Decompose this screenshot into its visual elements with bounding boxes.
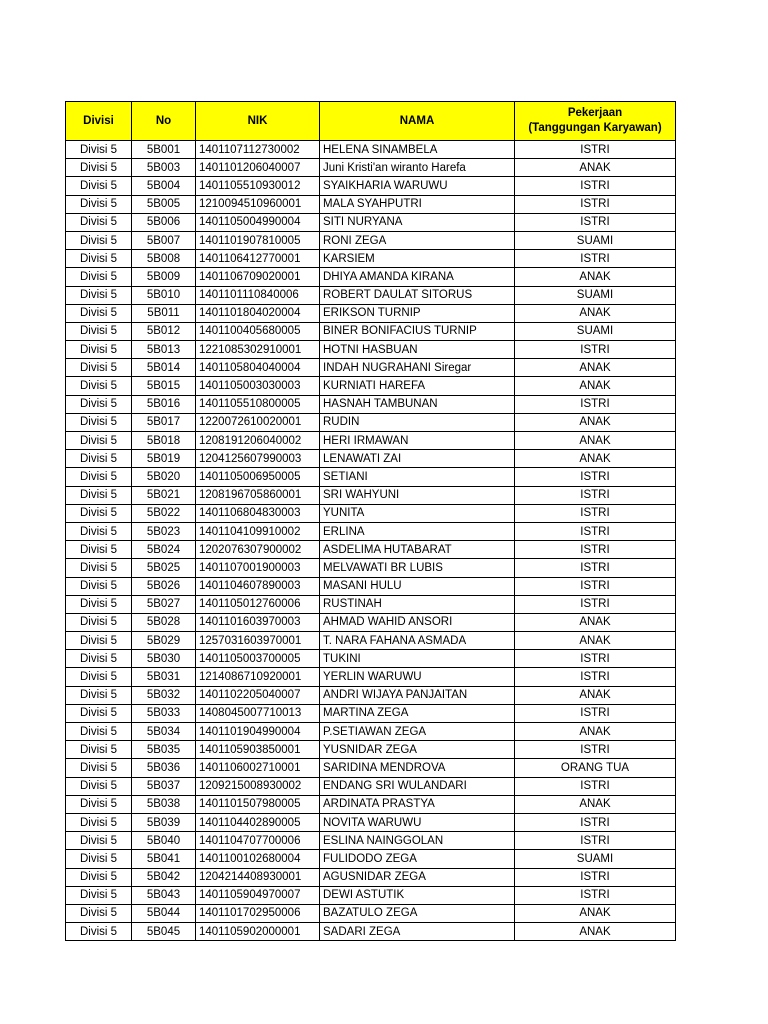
cell-divisi: Divisi 5 [66,559,132,577]
table-row [66,359,676,377]
cell-divisi: Divisi 5 [66,141,132,159]
cell-nama: DEWI ASTUTIK [320,886,515,904]
cell-divisi: Divisi 5 [66,468,132,486]
cell-pekerjaan: SUAMI [515,322,676,340]
cell-nik: 1401107001900003 [196,559,320,577]
table-row [66,522,676,540]
cell-pekerjaan: ANAK [515,413,676,431]
table-row [66,377,676,395]
cell-divisi: Divisi 5 [66,195,132,213]
cell-pekerjaan: ISTRI [515,886,676,904]
table-row [66,395,676,413]
table-row [66,868,676,886]
cell-nik: 1208191206040002 [196,432,320,450]
table-row [66,250,676,268]
cell-divisi: Divisi 5 [66,741,132,759]
cell-divisi: Divisi 5 [66,177,132,195]
cell-no: 5B012 [132,322,196,340]
cell-nama: SADARI ZEGA [320,923,515,941]
cell-nama: MALA SYAHPUTRI [320,195,515,213]
cell-nama: MASANI HULU [320,577,515,595]
table-row [66,159,676,177]
cell-nama: KURNIATI HAREFA [320,377,515,395]
cell-nik: 1221085302910001 [196,341,320,359]
cell-pekerjaan: ISTRI [515,559,676,577]
cell-nik: 1401106002710001 [196,759,320,777]
cell-nik: 1401101904990004 [196,723,320,741]
cell-nama: SITI NURYANA [320,213,515,231]
cell-divisi: Divisi 5 [66,286,132,304]
cell-pekerjaan: ANAK [515,359,676,377]
cell-no: 5B014 [132,359,196,377]
cell-nama: KARSIEM [320,250,515,268]
cell-pekerjaan: ISTRI [515,141,676,159]
cell-pekerjaan: ISTRI [515,195,676,213]
cell-nik: 1204125607990003 [196,450,320,468]
cell-divisi: Divisi 5 [66,595,132,613]
cell-no: 5B005 [132,195,196,213]
cell-nik: 1401102205040007 [196,686,320,704]
cell-pekerjaan: ANAK [515,304,676,322]
cell-nama: HOTNI HASBUAN [320,341,515,359]
cell-nik: 1401106412770001 [196,250,320,268]
cell-divisi: Divisi 5 [66,832,132,850]
cell-nama: SARIDINA MENDROVA [320,759,515,777]
cell-no: 5B039 [132,813,196,831]
table-row [66,613,676,631]
cell-divisi: Divisi 5 [66,522,132,540]
table-row [66,322,676,340]
cell-pekerjaan: ANAK [515,432,676,450]
cell-divisi: Divisi 5 [66,923,132,941]
cell-divisi: Divisi 5 [66,686,132,704]
cell-no: 5B038 [132,795,196,813]
table-row [66,795,676,813]
cell-pekerjaan: ORANG TUA [515,759,676,777]
cell-nama: SRI WAHYUNI [320,486,515,504]
cell-pekerjaan: ANAK [515,450,676,468]
header-pekerjaan-line1: Pekerjaan [567,107,623,119]
cell-nik: 1401104707700006 [196,832,320,850]
header-divisi: Divisi [66,102,132,141]
table-row [66,213,676,231]
cell-no: 5B037 [132,777,196,795]
table-row [66,904,676,922]
table-row [66,650,676,668]
table-row [66,231,676,249]
cell-no: 5B027 [132,595,196,613]
employee-dependents-table [65,101,676,941]
cell-no: 5B040 [132,832,196,850]
cell-pekerjaan: ISTRI [515,741,676,759]
cell-no: 5B013 [132,341,196,359]
cell-nik: 1401101206040007 [196,159,320,177]
cell-pekerjaan: ISTRI [515,341,676,359]
cell-divisi: Divisi 5 [66,704,132,722]
cell-no: 5B029 [132,632,196,650]
cell-no: 5B030 [132,650,196,668]
cell-divisi: Divisi 5 [66,541,132,559]
cell-nik: 1210094510960001 [196,195,320,213]
cell-pekerjaan: ISTRI [515,668,676,686]
cell-divisi: Divisi 5 [66,577,132,595]
cell-pekerjaan: ISTRI [515,595,676,613]
table-row [66,432,676,450]
cell-nama: YERLIN WARUWU [320,668,515,686]
table-header [66,102,676,141]
cell-divisi: Divisi 5 [66,450,132,468]
cell-pekerjaan: ISTRI [515,250,676,268]
cell-nama: SETIANI [320,468,515,486]
cell-nik: 1401105903850001 [196,741,320,759]
table-row [66,341,676,359]
cell-nik: 1209215008930002 [196,777,320,795]
table-row [66,304,676,322]
cell-no: 5B019 [132,450,196,468]
cell-nik: 1202076307900002 [196,541,320,559]
cell-divisi: Divisi 5 [66,231,132,249]
cell-divisi: Divisi 5 [66,795,132,813]
table-row [66,923,676,941]
cell-pekerjaan: ISTRI [515,577,676,595]
cell-divisi: Divisi 5 [66,668,132,686]
header-row [66,102,676,141]
header-nama: NAMA [320,102,515,141]
cell-divisi: Divisi 5 [66,304,132,322]
table-row [66,886,676,904]
cell-divisi: Divisi 5 [66,777,132,795]
table-row [66,741,676,759]
cell-no: 5B006 [132,213,196,231]
table-row [66,559,676,577]
table-row [66,195,676,213]
table-row [66,704,676,722]
cell-nama: RONI ZEGA [320,231,515,249]
cell-no: 5B041 [132,850,196,868]
cell-nik: 1401101110840006 [196,286,320,304]
cell-pekerjaan: ANAK [515,723,676,741]
cell-nama: ARDINATA PRASTYA [320,795,515,813]
cell-nik: 1401101603970003 [196,613,320,631]
cell-no: 5B025 [132,559,196,577]
cell-divisi: Divisi 5 [66,632,132,650]
cell-no: 5B036 [132,759,196,777]
cell-pekerjaan: ISTRI [515,650,676,668]
cell-nik: 1401105904970007 [196,886,320,904]
cell-pekerjaan: ISTRI [515,813,676,831]
cell-divisi: Divisi 5 [66,250,132,268]
cell-no: 5B020 [132,468,196,486]
header-pekerjaan [515,102,676,141]
cell-no: 5B024 [132,541,196,559]
cell-pekerjaan: ISTRI [515,395,676,413]
cell-no: 5B035 [132,741,196,759]
cell-pekerjaan: ISTRI [515,213,676,231]
cell-nama: RUSTINAH [320,595,515,613]
cell-pekerjaan: ISTRI [515,504,676,522]
cell-divisi: Divisi 5 [66,759,132,777]
cell-pekerjaan: ANAK [515,268,676,286]
cell-nama: AGUSNIDAR ZEGA [320,868,515,886]
table-row [66,268,676,286]
table-row [66,177,676,195]
cell-no: 5B042 [132,868,196,886]
cell-nama: ASDELIMA HUTABARAT [320,541,515,559]
cell-nik: 1401101804020004 [196,304,320,322]
cell-pekerjaan: ISTRI [515,777,676,795]
cell-nama: FULIDODO ZEGA [320,850,515,868]
cell-nik: 1408045007710013 [196,704,320,722]
cell-no: 5B045 [132,923,196,941]
cell-nik: 1401106709020001 [196,268,320,286]
cell-nama: RUDIN [320,413,515,431]
cell-divisi: Divisi 5 [66,395,132,413]
cell-divisi: Divisi 5 [66,904,132,922]
cell-pekerjaan: ISTRI [515,468,676,486]
cell-pekerjaan: SUAMI [515,231,676,249]
cell-nama: HELENA SINAMBELA [320,141,515,159]
cell-nama: ERLINA [320,522,515,540]
cell-divisi: Divisi 5 [66,850,132,868]
cell-divisi: Divisi 5 [66,322,132,340]
cell-nama: T. NARA FAHANA ASMADA [320,632,515,650]
cell-nik: 1401105003030003 [196,377,320,395]
cell-nik: 1401101702950006 [196,904,320,922]
cell-no: 5B034 [132,723,196,741]
cell-nama: MARTINA ZEGA [320,704,515,722]
cell-nik: 1401105012760006 [196,595,320,613]
cell-nama: MELVAWATI BR LUBIS [320,559,515,577]
cell-divisi: Divisi 5 [66,413,132,431]
cell-pekerjaan: ISTRI [515,522,676,540]
cell-nama: BAZATULO ZEGA [320,904,515,922]
cell-divisi: Divisi 5 [66,159,132,177]
cell-no: 5B026 [132,577,196,595]
cell-pekerjaan: ANAK [515,795,676,813]
cell-divisi: Divisi 5 [66,613,132,631]
cell-no: 5B022 [132,504,196,522]
cell-no: 5B028 [132,613,196,631]
cell-no: 5B031 [132,668,196,686]
cell-nik: 1220072610020001 [196,413,320,431]
cell-nama: Juni Kristi'an wiranto Harefa [320,159,515,177]
cell-pekerjaan: ANAK [515,613,676,631]
header-no: No [132,102,196,141]
cell-nama: AHMAD WAHID ANSORI [320,613,515,631]
cell-nik: 1208196705860001 [196,486,320,504]
cell-divisi: Divisi 5 [66,213,132,231]
cell-nik: 1401104402890005 [196,813,320,831]
cell-no: 5B017 [132,413,196,431]
table-row [66,413,676,431]
cell-nama: ERIKSON TURNIP [320,304,515,322]
cell-pekerjaan: ISTRI [515,704,676,722]
cell-no: 5B021 [132,486,196,504]
table-row [66,141,676,159]
table-row [66,813,676,831]
cell-nama: SYAIKHARIA WARUWU [320,177,515,195]
cell-nama: HASNAH TAMBUNAN [320,395,515,413]
cell-pekerjaan: ANAK [515,377,676,395]
cell-pekerjaan: ISTRI [515,541,676,559]
cell-no: 5B008 [132,250,196,268]
cell-no: 5B023 [132,522,196,540]
cell-divisi: Divisi 5 [66,504,132,522]
cell-nama: ESLINA NAINGGOLAN [320,832,515,850]
cell-nik: 1401105804040004 [196,359,320,377]
cell-nama: INDAH NUGRAHANI Siregar [320,359,515,377]
cell-no: 5B015 [132,377,196,395]
cell-no: 5B004 [132,177,196,195]
table-row [66,632,676,650]
cell-no: 5B001 [132,141,196,159]
cell-divisi: Divisi 5 [66,359,132,377]
cell-nik: 1401105003700005 [196,650,320,668]
cell-pekerjaan: ANAK [515,923,676,941]
cell-divisi: Divisi 5 [66,650,132,668]
cell-pekerjaan: ISTRI [515,832,676,850]
cell-nama: NOVITA WARUWU [320,813,515,831]
cell-nama: ANDRI WIJAYA PANJAITAN [320,686,515,704]
cell-nama: ROBERT DAULAT SITORUS [320,286,515,304]
cell-divisi: Divisi 5 [66,341,132,359]
cell-divisi: Divisi 5 [66,268,132,286]
cell-nik: 1401101507980005 [196,795,320,813]
cell-nama: P.SETIAWAN ZEGA [320,723,515,741]
cell-no: 5B032 [132,686,196,704]
cell-nik: 1401104109910002 [196,522,320,540]
cell-pekerjaan: ANAK [515,904,676,922]
table-row [66,668,676,686]
table-row [66,595,676,613]
cell-nik: 1401105510800005 [196,395,320,413]
cell-nik: 1401100405680005 [196,322,320,340]
table-row [66,723,676,741]
cell-nik: 1214086710920001 [196,668,320,686]
table-row [66,504,676,522]
cell-no: 5B011 [132,304,196,322]
cell-nama: YUNITA [320,504,515,522]
cell-pekerjaan: SUAMI [515,286,676,304]
cell-nik: 1401105006950005 [196,468,320,486]
cell-divisi: Divisi 5 [66,886,132,904]
cell-pekerjaan: ANAK [515,686,676,704]
table-row [66,468,676,486]
table-row [66,832,676,850]
cell-nik: 1401106804830003 [196,504,320,522]
cell-nik: 1401107112730002 [196,141,320,159]
cell-nik: 1401100102680004 [196,850,320,868]
cell-no: 5B009 [132,268,196,286]
table-row [66,777,676,795]
cell-no: 5B003 [132,159,196,177]
cell-no: 5B043 [132,886,196,904]
table-body [66,141,676,941]
table-row [66,450,676,468]
cell-nik: 1401104607890003 [196,577,320,595]
header-pekerjaan-line2: (Tanggungan Karyawan) [528,122,662,134]
cell-pekerjaan: ANAK [515,159,676,177]
cell-no: 5B044 [132,904,196,922]
cell-divisi: Divisi 5 [66,377,132,395]
table-row [66,486,676,504]
cell-nik: 1204214408930001 [196,868,320,886]
cell-divisi: Divisi 5 [66,723,132,741]
cell-nik: 1401105004990004 [196,213,320,231]
table-row [66,541,676,559]
table-row [66,286,676,304]
table-row [66,577,676,595]
cell-no: 5B018 [132,432,196,450]
cell-pekerjaan: ISTRI [515,868,676,886]
cell-nik: 1401101907810005 [196,231,320,249]
table-row [66,850,676,868]
cell-nama: ENDANG SRI WULANDARI [320,777,515,795]
cell-nik: 1401105902000001 [196,923,320,941]
cell-pekerjaan: ISTRI [515,486,676,504]
cell-nama: LENAWATI ZAI [320,450,515,468]
cell-divisi: Divisi 5 [66,486,132,504]
cell-divisi: Divisi 5 [66,432,132,450]
header-nik: NIK [196,102,320,141]
cell-nik: 1401105510930012 [196,177,320,195]
cell-nama: BINER BONIFACIUS TURNIP [320,322,515,340]
cell-no: 5B007 [132,231,196,249]
cell-no: 5B010 [132,286,196,304]
cell-no: 5B016 [132,395,196,413]
cell-no: 5B033 [132,704,196,722]
cell-nama: TUKINI [320,650,515,668]
cell-divisi: Divisi 5 [66,868,132,886]
cell-nama: YUSNIDAR ZEGA [320,741,515,759]
table-row [66,759,676,777]
cell-divisi: Divisi 5 [66,813,132,831]
cell-nama: HERI IRMAWAN [320,432,515,450]
cell-pekerjaan: ANAK [515,632,676,650]
cell-pekerjaan: SUAMI [515,850,676,868]
table-row [66,686,676,704]
cell-pekerjaan: ISTRI [515,177,676,195]
cell-nik: 1257031603970001 [196,632,320,650]
cell-nama: DHIYA AMANDA KIRANA [320,268,515,286]
